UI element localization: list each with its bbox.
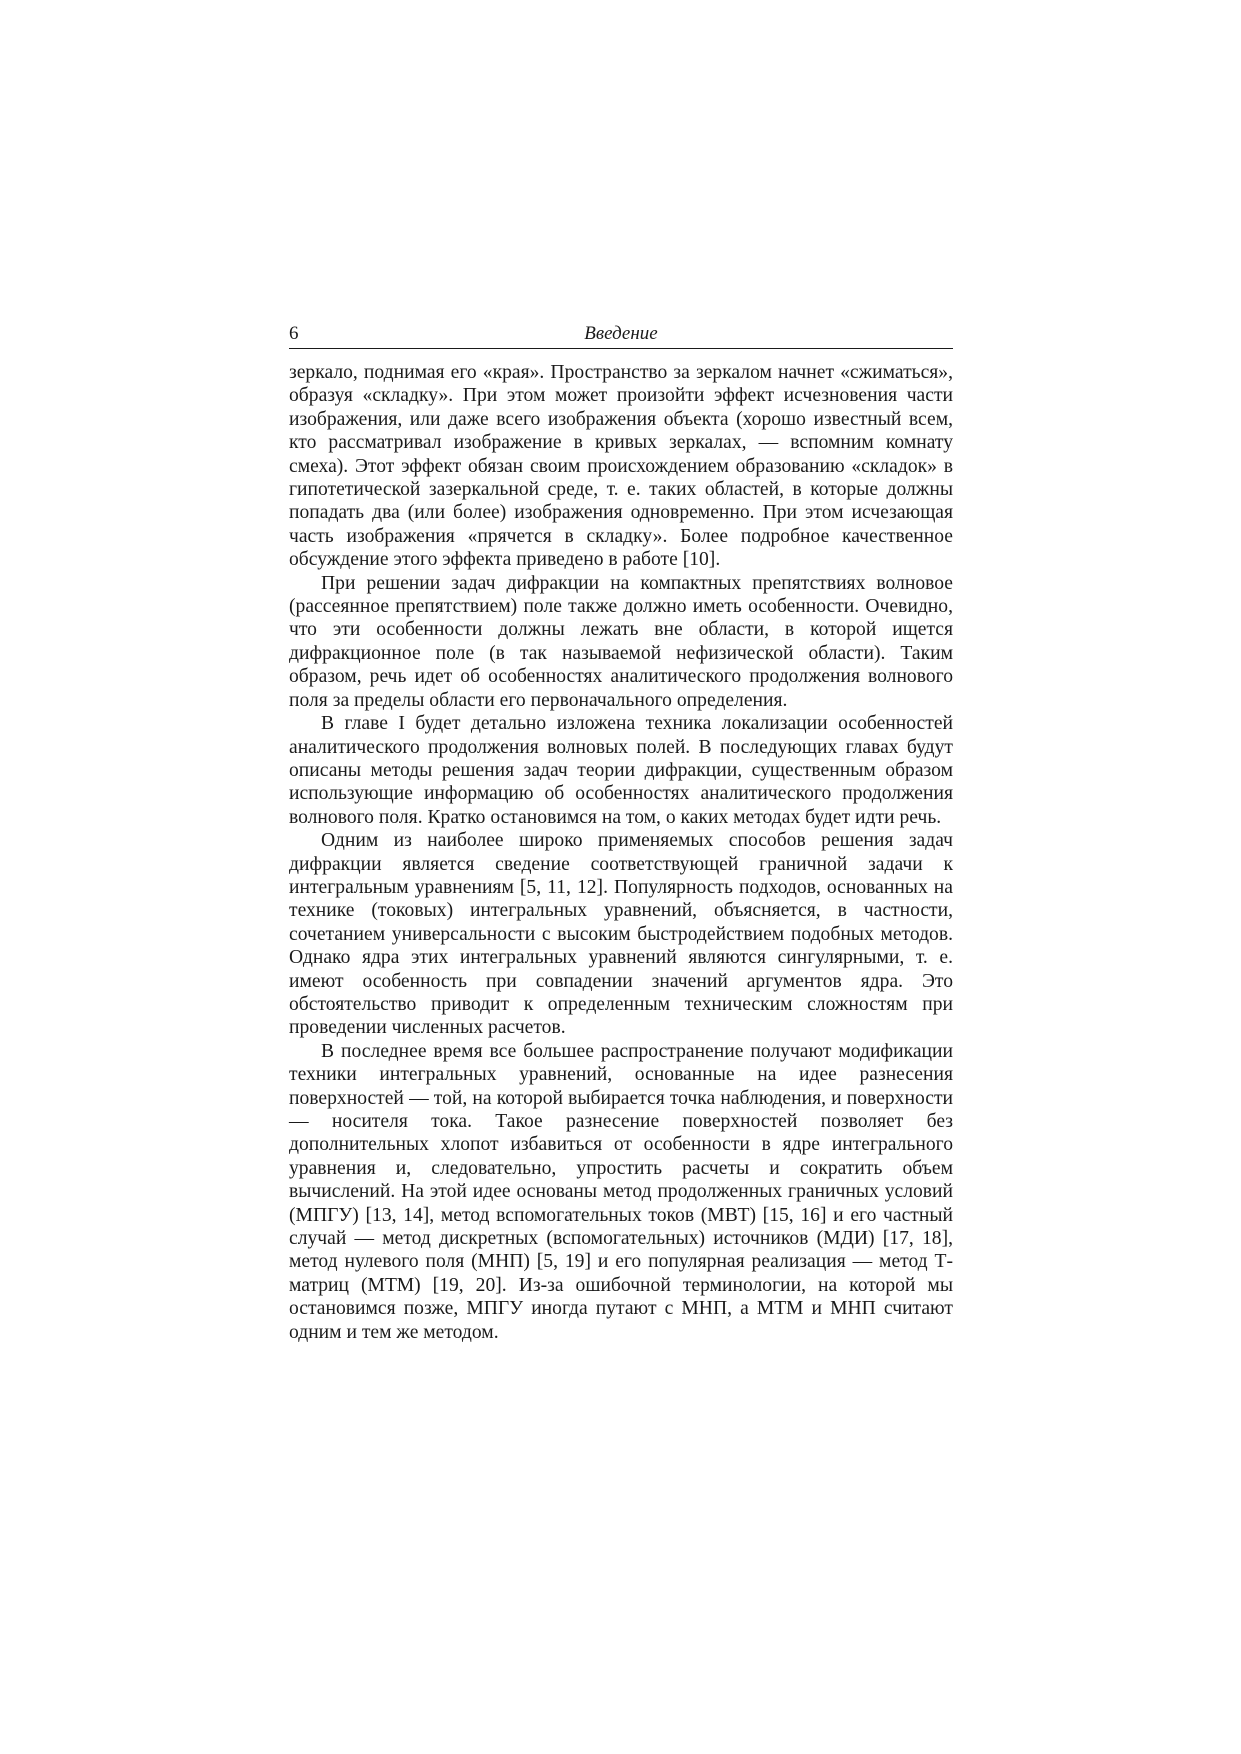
running-head	[289, 318, 953, 349]
body-text	[289, 361, 953, 1344]
paragraph: При решении задач дифракции на компактных препятствиях волновое (рассеянное препятствием) поле также должно иметь особенности. Очевидно, что эти особенности должны лежать вне области, в которой ищется дифракционное поле (в так называемой нефизической области). Таким образом, речь идет об особенностях аналитического продолжения волнового поля за пределы области его первоначального определения.	[289, 572, 953, 711]
page-number: 6	[289, 323, 299, 344]
paragraph: В последнее время все большее распространение получают модификации техники интегральных уравнений, основанные на идее разнесения поверхностей — той, на которой выбирается точка наблюдения, и поверхности — носителя тока. Такое разнесение поверхностей позволяет без дополнительных хлопот избавиться от особенности в ядре интегрального уравнения и, следовательно, упростить расчеты и сократить объем вычислений. На этой идее основаны метод продолженных граничных условий (МПГУ) [13, 14], метод вспомогательных токов (МВТ) [15, 16] и его частный случай — метод дискретных (вспомогательных) источников (МДИ) [17, 18], метод нулевого поля (МНП) [5, 19] и его популярная реализация — метод Т-матриц (МТМ) [19, 20]. Из-за ошибочной терминологии, на которой мы остановимся позже, МПГУ иногда путают с МНП, а МТМ и МНП считают одним и тем же методом.	[289, 1040, 953, 1343]
section-title: Введение	[584, 323, 658, 344]
paragraph-continued: зеркало, поднимая его «края». Пространство за зеркалом начнет «сжиматься», образуя «складку». При этом может произойти эффект исчезновения части изображения, или даже всего изображения объекта (хорошо известный всем, кто рассматривал изображение в кривых зеркалах, — вспомним комнату смеха). Этот эффект обязан своим происхождением образованию «складок» в гипотетической зазеркальной среде, т. е. таких областей, в которые должны попадать два (или более) изображения одновременно. При этом исчезающая часть изображения «прячется в складку». Более подробное качественное обсуждение этого эффекта приведено в работе [10].	[289, 362, 953, 571]
book-page	[289, 318, 953, 1344]
paragraph: В главе I будет детально изложена техника локализации особенностей аналитического продолжения волновых полей. В последующих главах будут описаны методы решения задач теории дифракции, существенным образом использующие информацию об особенностях аналитического продолжения волнового поля. Кратко остановимся на том, о каких методах будет идти речь.	[289, 713, 953, 828]
paragraph: Одним из наиболее широко применяемых способов решения задач дифракции является сведение соответствующей граничной задачи к интегральным уравнениям [5, 11, 12]. Популярность подходов, основанных на технике (токовых) интегральных уравнений, объясняется, в частности, сочетанием универсальности с высоким быстродействием подобных методов. Однако ядра этих интегральных уравнений являются сингулярными, т. е. имеют особенность при совпадении значений аргументов ядра. Это обстоятельство приводит к определенным техническим сложностям при проведении численных расчетов.	[289, 830, 953, 1039]
